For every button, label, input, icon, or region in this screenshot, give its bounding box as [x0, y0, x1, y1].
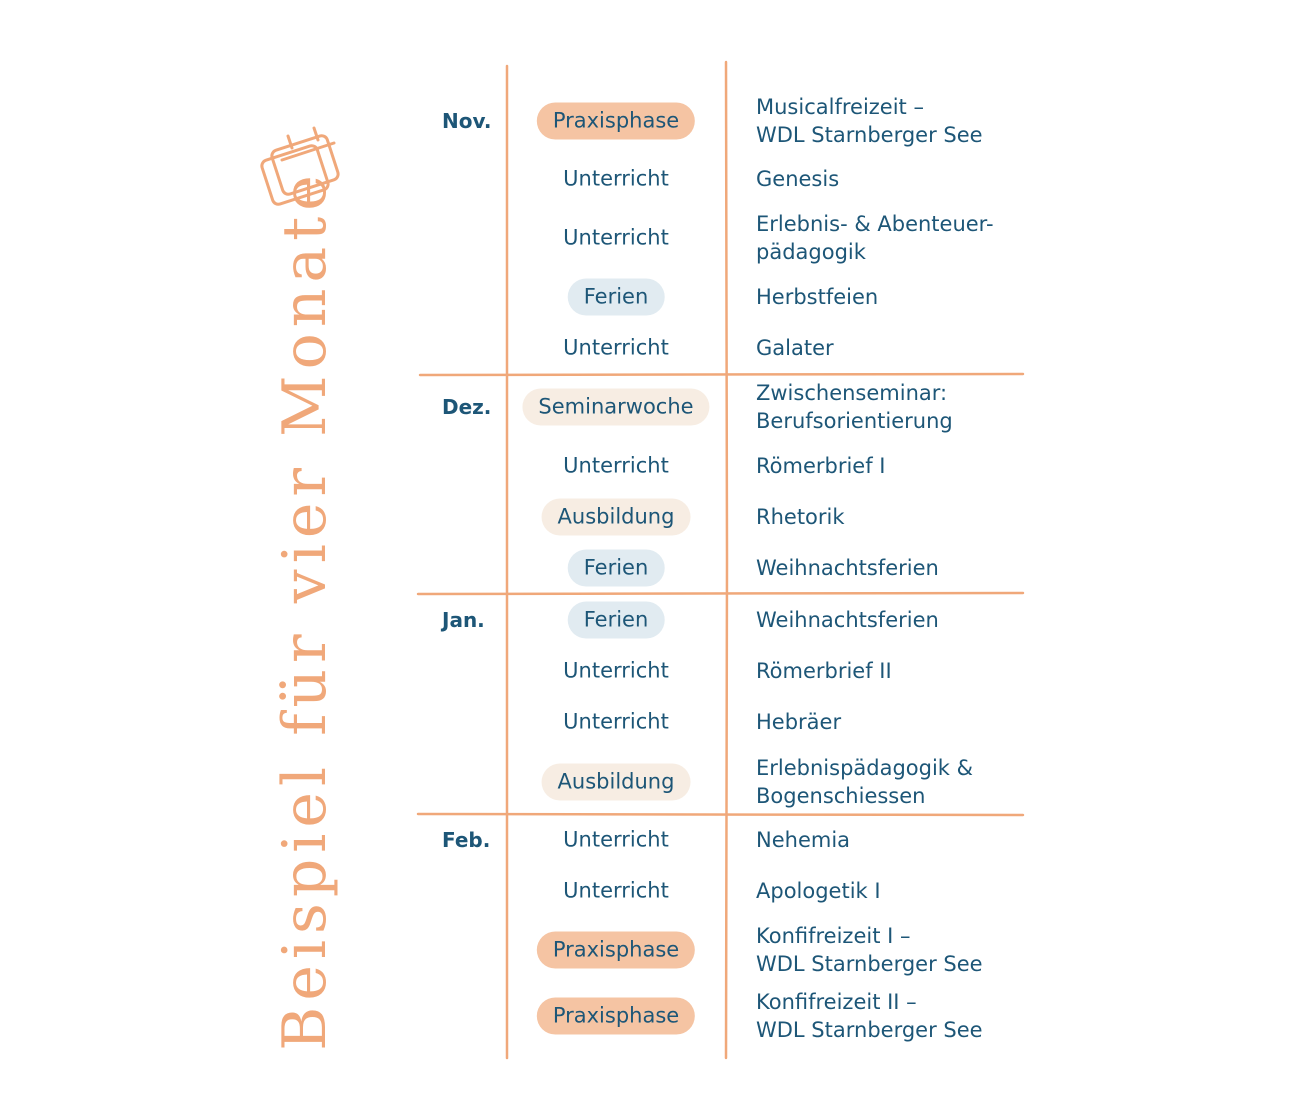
activity-ferien: Ferien — [568, 602, 665, 639]
topic-text: Nehemia — [756, 828, 851, 852]
topic-text: Herbstfeien — [756, 285, 879, 309]
topic-text: Konfifreizeit II – WDL Starnberger See — [756, 990, 983, 1042]
activity-plain: Unterricht — [563, 658, 669, 683]
topic-text: Erlebnis- & Abenteuer- pädagogik — [756, 212, 994, 264]
activity-ferien: Ferien — [568, 550, 665, 587]
activity-ferien: Ferien — [568, 279, 665, 316]
activity-ausbildung: Ausbildung — [542, 764, 691, 801]
activity-plain: Unterricht — [563, 335, 669, 360]
topic-text: Genesis — [756, 167, 840, 191]
topic-text: Rhetorik — [756, 505, 845, 529]
activity-plain: Unterricht — [563, 709, 669, 734]
activity-ausbildung: Ausbildung — [542, 499, 691, 536]
topic-text: Hebräer — [756, 710, 842, 734]
topic-text: Römerbrief II — [756, 659, 892, 683]
topic-text: Erlebnispädagogik & Bogenschiessen — [756, 756, 974, 808]
topic-text: Zwischenseminar: Berufsorientierung — [756, 381, 953, 433]
month-label: Feb. — [442, 828, 491, 852]
calendar-icon — [258, 124, 344, 210]
topic-text: Konfifreizeit I – WDL Starnberger See — [756, 924, 983, 976]
month-label: Jan. — [442, 608, 485, 632]
activity-plain: Unterricht — [563, 166, 669, 191]
activity-praxis: Praxisphase — [537, 998, 695, 1035]
month-label: Nov. — [442, 109, 492, 133]
topic-text: Musicalfreizeit – WDL Starnberger See — [756, 95, 983, 147]
activity-seminar: Seminarwoche — [522, 389, 709, 426]
activity-praxis: Praxisphase — [537, 932, 695, 969]
topic-text: Galater — [756, 336, 834, 360]
topic-text: Apologetik I — [756, 879, 881, 903]
activity-plain: Unterricht — [563, 225, 669, 250]
month-label: Dez. — [442, 395, 492, 419]
activity-plain: Unterricht — [563, 827, 669, 852]
topic-text: Weihnachtsferien — [756, 608, 939, 632]
activity-plain: Unterricht — [563, 878, 669, 903]
topic-text: Weihnachtsferien — [756, 556, 939, 580]
page-title: Beispiel für vier Monate — [270, 169, 340, 1051]
topic-text: Römerbrief I — [756, 454, 886, 478]
activity-praxis: Praxisphase — [537, 103, 695, 140]
activity-plain: Unterricht — [563, 453, 669, 478]
